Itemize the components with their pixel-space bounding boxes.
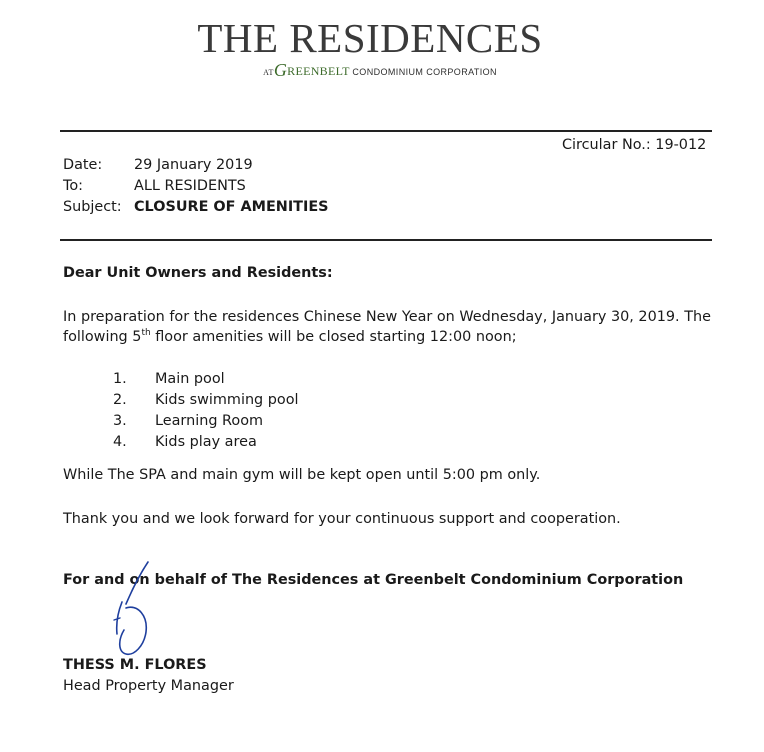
list-item: Learning Room <box>155 413 264 429</box>
date-label: Date: <box>63 157 103 173</box>
header-top-rule <box>60 130 712 132</box>
closing-behalf: For and on behalf of The Residences at Greenbelt Condominium Corporation <box>63 572 684 588</box>
letterhead-at: AT <box>263 68 274 77</box>
header-bottom-rule <box>60 239 712 241</box>
ordinal-suffix: th <box>141 328 151 339</box>
paragraph-1-line-2 <box>63 327 723 348</box>
letterhead-brand-initial: G <box>273 60 288 80</box>
date-value: 29 January 2019 <box>134 157 253 173</box>
paragraph-2: While The SPA and main gym will be kept open until 5:00 pm only. <box>63 467 541 483</box>
list-item-number: 2. <box>113 392 127 408</box>
letterhead-brand <box>273 60 350 80</box>
signatory-name: THESS M. FLORES <box>63 657 207 673</box>
letterhead-title: THE RESIDENCES <box>197 15 543 61</box>
list-item: Kids play area <box>155 434 257 450</box>
list-item-number: 4. <box>113 434 127 450</box>
subject-value: CLOSURE OF AMENITIES <box>134 199 329 215</box>
paragraph-1-line-1: In preparation for the residences Chinese New Year on Wednesday, January 30, 2019. The <box>63 309 711 325</box>
letterhead-subtitle <box>0 60 760 81</box>
paragraph-1-line-2-start: following 5 <box>63 329 142 345</box>
list-item: Main pool <box>155 371 225 387</box>
list-item-number: 3. <box>113 413 127 429</box>
paragraph-1-line-2-end: floor amenities will be closed starting 12:00 noon; <box>150 329 517 345</box>
salutation: Dear Unit Owners and Residents: <box>63 265 333 281</box>
list-item-number: 1. <box>113 371 127 387</box>
list-item: Kids swimming pool <box>155 392 299 408</box>
letterhead-brand-rest: REENBELT <box>287 64 350 78</box>
to-label: To: <box>63 178 83 194</box>
signatory-title: Head Property Manager <box>63 678 234 694</box>
letterhead-corporation: CONDOMINIUM CORPORATION <box>352 67 497 77</box>
signature <box>96 560 156 665</box>
subject-label: Subject: <box>63 199 122 215</box>
circular-number: Circular No.: 19-012 <box>562 137 707 153</box>
to-value: ALL RESIDENTS <box>134 178 246 194</box>
paragraph-3: Thank you and we look forward for your continuous support and cooperation. <box>63 511 621 527</box>
